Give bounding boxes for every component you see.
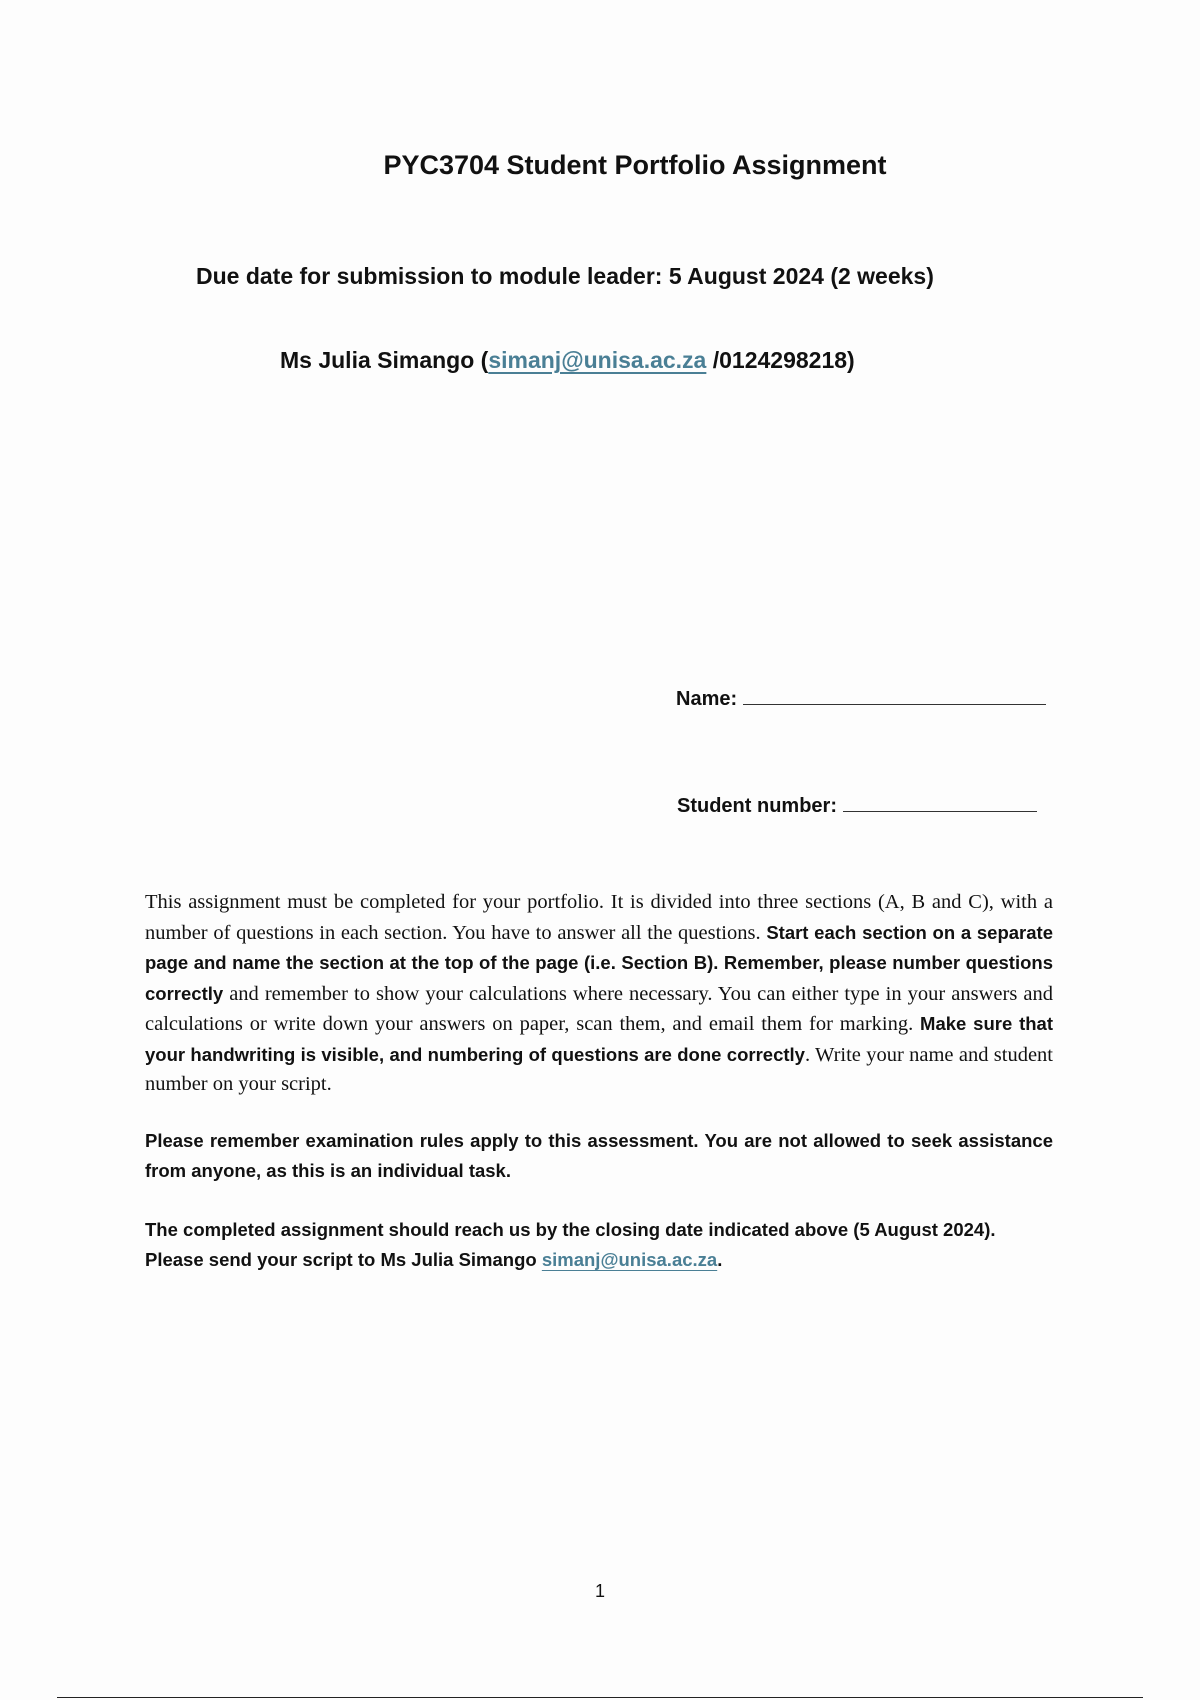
submission-suffix: . [717, 1248, 723, 1270]
name-label: Name: [676, 688, 738, 710]
contact-name: Ms Julia Simango ( [280, 347, 489, 373]
footer-divider [57, 1697, 1143, 1698]
page-number: 1 [594, 1581, 605, 1601]
submission-line-1: The completed assignment should reach us by the closing date indicated above (5 August 2024). [145, 1219, 996, 1240]
module-leader-contact [280, 347, 855, 374]
document-title: PYC3704 Student Portfolio Assignment [383, 150, 887, 180]
exam-rules-paragraph: Please remember examination rules apply to this assessment. You are not allowed to seek assistance from anyone, as this is an individual task. [145, 1130, 1053, 1181]
submission-paragraph [145, 1215, 1053, 1274]
student-number-label: Student number: [677, 795, 837, 817]
instructions-paragraph [145, 888, 1053, 1100]
contact-email-link[interactable]: simanj@unisa.ac.za [488, 347, 707, 373]
student-number-field [677, 793, 1037, 818]
submission-line-2 [145, 1245, 1053, 1275]
due-date: Due date for submission to module leader: 5 August 2024 (2 weeks) [196, 263, 934, 289]
name-field [676, 686, 1046, 711]
instructions-bold-2: Make sure that your handwriting is visible, and numbering of questions are done correctly [145, 1013, 1054, 1065]
instructions-text-1: This assignment must be completed for your portfolio. It is divided into three sections (A, B and C), with a number of questions in each section. You have to answer all the questions. [145, 891, 1053, 944]
instructions-text-3: . Write your name and student number on your script. [145, 1043, 1053, 1095]
contact-phone: /0124298218) [706, 347, 855, 373]
student-number-blank-line[interactable] [843, 793, 1037, 812]
submission-prefix: Please send your script to Ms Julia Simango [145, 1248, 542, 1270]
instructions-bold-1: Start each section on a separate page and name the section at the top of the page (i.e. Section B). Remember, please number questions correctly [145, 921, 1053, 1004]
name-blank-line[interactable] [743, 686, 1046, 705]
submission-email-link[interactable]: simanj@unisa.ac.za [541, 1248, 718, 1270]
instructions-text-2: and remember to show your calculations where necessary. You can either type in your answers and calculations or write down your answers on paper, scan them, and email them for marking. [145, 982, 1053, 1035]
